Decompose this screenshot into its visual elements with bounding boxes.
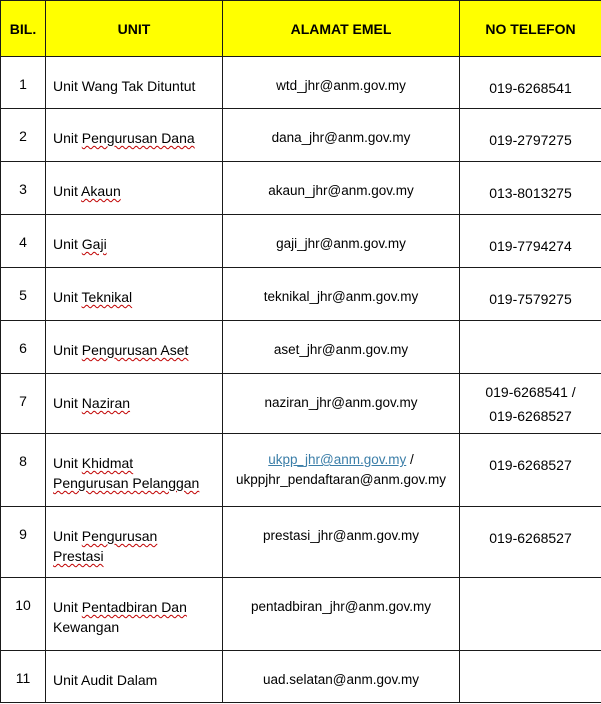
email-address: teknikal_jhr@anm.gov.my [223,268,460,321]
table-row [1,268,601,321]
phone-number: 019-7579275 [460,268,601,321]
email-address: pentadbiran_jhr@anm.gov.my [223,578,460,651]
unit-name: Unit Naziran [46,374,223,434]
phone-number: 019-7794274 [460,215,601,268]
unit-name: Unit Pentadbiran Dan Kewangan [46,578,223,651]
table-row [1,109,601,162]
table-row [1,162,601,215]
row-number: 6 [1,321,46,374]
row-number: 8 [1,434,46,507]
email-link[interactable]: ukpp_jhr@anm.gov.my [268,452,407,467]
row-number: 10 [1,578,46,651]
phone-number: 019-6268527 [460,507,601,578]
email-address: wtd_jhr@anm.gov.my [223,57,460,109]
email-address: gaji_jhr@anm.gov.my [223,215,460,268]
table-row [1,374,601,434]
phone-number: 013-8013275 [460,162,601,215]
table-row [1,578,601,651]
unit-name: Unit Akaun [46,162,223,215]
email-address: aset_jhr@anm.gov.my [223,321,460,374]
header-phone: NO TELEFON [460,1,601,57]
email-address: prestasi_jhr@anm.gov.my [223,507,460,578]
email-address: uad.selatan@anm.gov.my [223,651,460,703]
table-row [1,57,601,109]
phone-number: 019-2797275 [460,109,601,162]
row-number: 11 [1,651,46,703]
row-number: 5 [1,268,46,321]
header-unit: UNIT [46,1,223,57]
email-address: dana_jhr@anm.gov.my [223,109,460,162]
row-number: 2 [1,109,46,162]
table-row [1,321,601,374]
unit-name: Unit Pengurusan Dana [46,109,223,162]
row-number: 3 [1,162,46,215]
table-header-row [1,1,601,57]
unit-name: Unit Pengurusan Aset [46,321,223,374]
unit-name: Unit Pengurusan Prestasi [46,507,223,578]
email-address: naziran_jhr@anm.gov.my [223,374,460,434]
email-address: ukpp_jhr@anm.gov.my / ukppjhr_pendaftaran@anm.gov.my [223,434,460,507]
email-address: akaun_jhr@anm.gov.my [223,162,460,215]
row-number: 1 [1,57,46,109]
phone-number [460,321,601,374]
header-email: ALAMAT EMEL [223,1,460,57]
table-row [1,434,601,507]
phone-number: 019-6268541 [460,57,601,109]
table-row [1,651,601,703]
phone-number [460,651,601,703]
table-row [1,507,601,578]
phone-number [460,578,601,651]
unit-name: Unit Gaji [46,215,223,268]
phone-number: 019-6268541 / 019-6268527 [460,374,601,434]
row-number: 4 [1,215,46,268]
table-row [1,215,601,268]
unit-name: Unit Teknikal [46,268,223,321]
row-number: 7 [1,374,46,434]
phone-number: 019-6268527 [460,434,601,507]
header-bil: BIL. [1,1,46,57]
unit-name: Unit Wang Tak Dituntut [46,57,223,109]
unit-name: Unit Khidmat Pengurusan Pelanggan [46,434,223,507]
unit-name: Unit Audit Dalam [46,651,223,703]
row-number: 9 [1,507,46,578]
